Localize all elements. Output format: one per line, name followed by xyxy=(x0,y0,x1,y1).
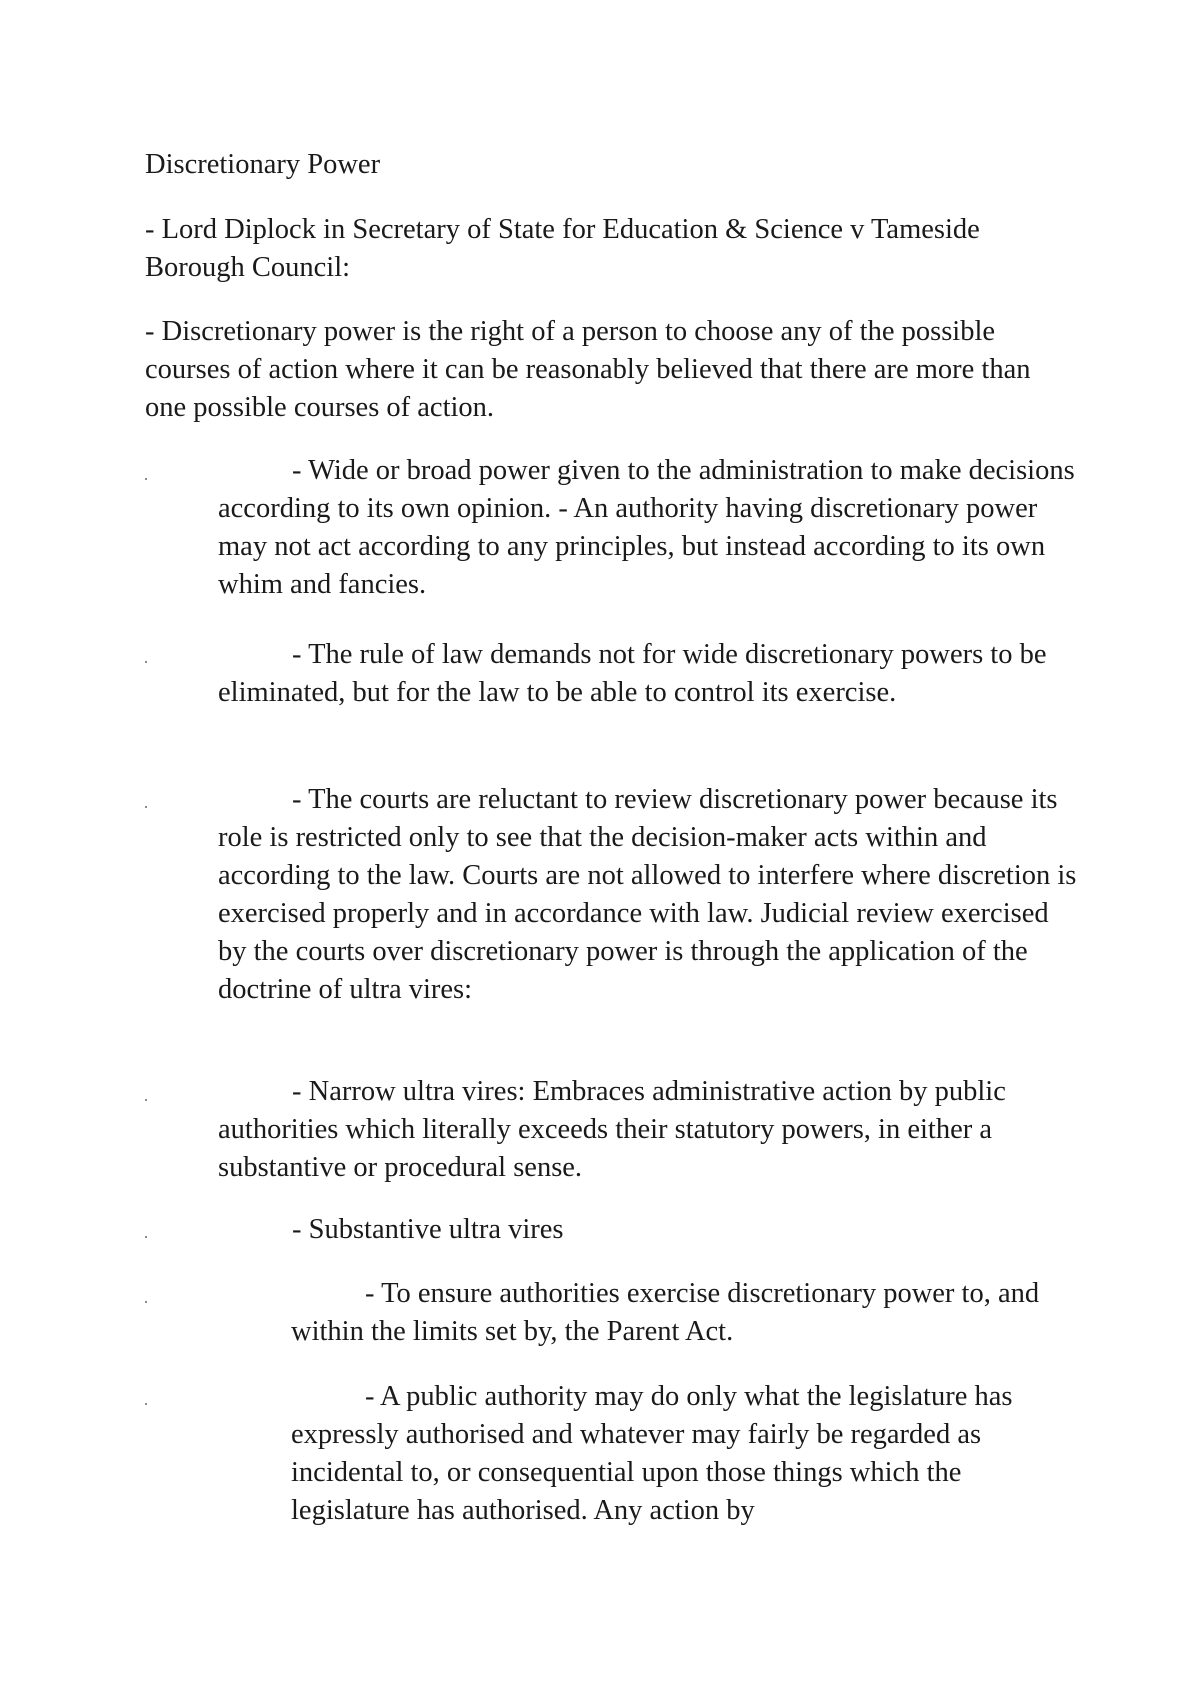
list-marker xyxy=(145,1236,147,1238)
list-marker xyxy=(145,1301,147,1303)
paragraph-rule-of-law: - The rule of law demands not for wide discretionary powers to be eliminated, but for the law to be able to control its exercise. xyxy=(218,639,1047,708)
paragraph-public-authority: - A public authority may do only what the legislature has expressly authorised and whatever may fairly be regarded as incidental to, or consequential upon those things which the legislature has authorised. Any action by xyxy=(291,1381,1013,1526)
list-marker xyxy=(145,478,147,480)
paragraph-ensure-authorities: - To ensure authorities exercise discretionary power to, and within the limits set by, the Parent Act. xyxy=(291,1278,1040,1347)
paragraph-narrow-ultra-vires: - Narrow ultra vires: Embraces administrative action by public authorities which literally exceeds their statutory powers, in either a substantive or procedural sense. xyxy=(218,1076,1006,1183)
paragraph-courts-review: - The courts are reluctant to review discretionary power because its role is restricted only to see that the decision-maker acts within and according to the law. Courts are not allowed to interfere where discretion is exercised properly and in accordance with law. Judicial review exercised by the courts over discretionary power is through the application of the doctrine of ultra vires: xyxy=(218,784,1077,1005)
list-marker xyxy=(145,1403,147,1405)
list-marker xyxy=(145,661,147,663)
paragraph-definition: - Discretionary power is the right of a person to choose any of the possible courses of action where it can be reasonably believed that there are more than one possible courses of action. xyxy=(145,316,1031,423)
list-marker xyxy=(145,806,147,808)
paragraph-lord-diplock: - Lord Diplock in Secretary of State for Education & Science v Tameside Borough Council: xyxy=(145,214,980,283)
list-marker xyxy=(145,1099,147,1101)
paragraph-wide-power: - Wide or broad power given to the administration to make decisions according to its own opinion. - An authority having discretionary power may not act according to any principles, but instead according to its own whim and fancies. xyxy=(218,455,1075,600)
paragraph-substantive-ultra-vires: - Substantive ultra vires xyxy=(292,1214,564,1245)
document-title: Discretionary Power xyxy=(145,149,381,180)
